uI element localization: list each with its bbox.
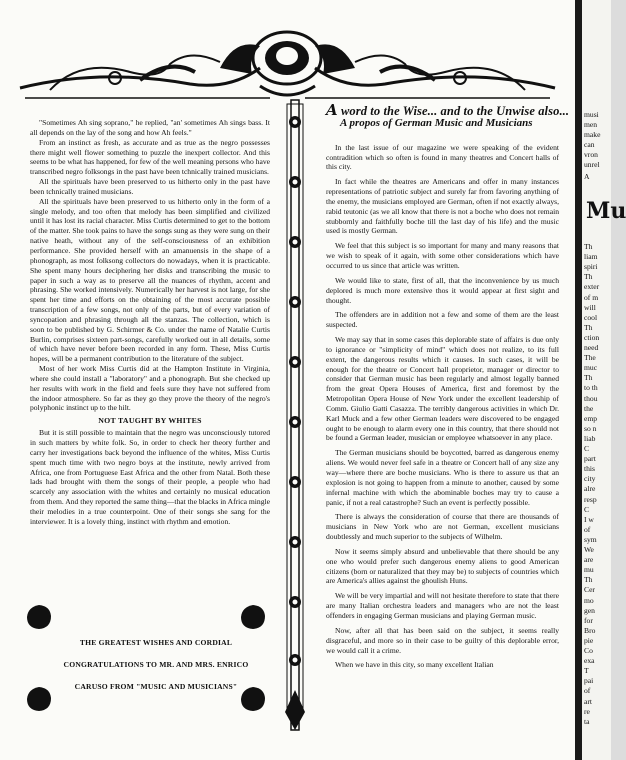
text-fragment: can bbox=[584, 140, 595, 149]
left-article-column bbox=[30, 118, 270, 527]
text-fragment: part bbox=[584, 454, 596, 464]
text-fragment: pie bbox=[584, 635, 594, 645]
text-fragment: pai bbox=[584, 676, 594, 686]
paragraph: We feel that this subject is so important for many and many reasons that we wish to speak of it again, with some other considerations which have occurred to us since that article was written. bbox=[326, 241, 559, 270]
text-fragment: exter bbox=[584, 282, 600, 292]
text-fragment: liab bbox=[584, 433, 596, 443]
text-fragment: exa bbox=[584, 656, 595, 666]
paragraph: Now it seems simply absurd and unbelievable that there should be any one who would prefer such dangerous enemy aliens to good American citizens (born or naturalized that they may be) to subjects of countries which are America's allies against the ghoulish Huns. bbox=[326, 546, 559, 586]
text-fragment: liam bbox=[584, 252, 598, 262]
text-fragment: spiri bbox=[584, 262, 598, 272]
text-fragment: Th bbox=[584, 242, 593, 251]
text-fragment: C bbox=[584, 504, 590, 514]
text-fragment: Co bbox=[584, 646, 593, 655]
paragraph: There is always the consideration of course that there are thousands of musicians in New York who are not German, excellent musicians doubtlessly and much superior to the subjects of Wilhelm. bbox=[326, 512, 559, 542]
text-fragment: gen bbox=[584, 605, 595, 615]
text-fragment: of bbox=[584, 686, 591, 696]
headline-fragment: Mu bbox=[586, 198, 626, 224]
paragraph: All the spirituals have been preserved to us hitherto only in the past have been tchnically trained musicians. bbox=[30, 177, 270, 196]
text-fragment: C bbox=[584, 444, 590, 453]
text-fragment: will bbox=[584, 302, 596, 312]
center-ornamental-rule bbox=[278, 100, 312, 730]
text-fragment: to th bbox=[584, 383, 598, 393]
text-fragment: Th bbox=[584, 373, 593, 383]
ink-flourish-icon bbox=[240, 604, 266, 630]
text-fragment: resp bbox=[584, 494, 597, 504]
text-fragment: Th bbox=[584, 575, 593, 585]
text-fragment: re bbox=[584, 706, 590, 716]
text-fragment: city bbox=[584, 474, 596, 484]
paragraph: The German musicians should be boycotted, barred as dangerous enemy aliens. We would never feel safe in a theatre or Concert hall of any size any way—where there are boche musicians. Who is there to assure us that an explosion is not going to happen from a minute to another, caused by some infernal machine with which the abominable boches may try to cause a panic, if not a real catastrophe? Such an event is perfectly possible. bbox=[326, 448, 559, 507]
text-fragment: men bbox=[584, 120, 598, 129]
text-fragment: T bbox=[584, 666, 589, 676]
text-fragment: sym bbox=[584, 534, 597, 544]
congrats-line: CONGRATULATIONS TO MR. AND MRS. ENRICO bbox=[63, 660, 249, 669]
paragraph: Now, after all that has been said on the subject, it seems really disgraceful, and more so in their case to be guilty of this deplorable error, we would call it a crime. bbox=[326, 625, 559, 655]
congratulations-box bbox=[26, 600, 266, 720]
right-article-column bbox=[326, 101, 570, 670]
header-ornament bbox=[20, 28, 555, 104]
ink-flourish-icon bbox=[26, 686, 52, 712]
text-fragment: vron bbox=[584, 150, 598, 159]
paragraph: "Sometimes Ah sing soprano," he replied, "an' sometimes Ah sings bass. It all depends on the lay of the song and how Ah feels." bbox=[30, 118, 270, 137]
text-fragment: of m bbox=[584, 292, 599, 302]
text-fragment: for bbox=[584, 615, 593, 625]
text-fragment: thou bbox=[584, 393, 598, 403]
congrats-line: THE GREATEST WISHES AND CORDIAL bbox=[79, 638, 233, 647]
text-fragment: mo bbox=[584, 595, 594, 605]
paragraph: In the last issue of our magazine we were speaking of the evident contradition which so often is found in many theatres and Concert halls of this city. bbox=[326, 142, 559, 172]
text-fragment: We bbox=[584, 545, 594, 554]
text-fragment: mu bbox=[584, 565, 594, 575]
text-fragment: of bbox=[584, 524, 591, 534]
paragraph: Most of her work Miss Curtis did at the Hampton Institute in Virginia, where she could install a "laboratory" and a phonograph. But she checked up her results with work in the field and feels sure they have not suffered from the indoor atmosphere. So far as they go they prove the theory of the negro's polyphonic instinct up to the hilt. bbox=[30, 364, 270, 413]
article-title: A word to the Wise... and to the Unwise also... bbox=[326, 101, 570, 119]
text-fragment: are bbox=[584, 555, 594, 565]
text-fragment: make bbox=[584, 130, 601, 139]
paragraph: When we have in this city, so many excellent Italian bbox=[335, 660, 494, 670]
paragraph: We would like to state, first of all, that the inconvenience by us much deplored is much more extensive thos it would appear at first sight and thought. bbox=[326, 275, 559, 305]
paragraph: The offenders are in addition not a few and some of them are the least suspected. bbox=[326, 310, 559, 330]
text-fragment: muc bbox=[584, 363, 598, 373]
paragraph: We may say that in some cases this deplorable state of affairs is due only to ignorance or "simplicity of mind" which does not realize, to its full extent, the dangerous results which it causes. In such cases, it will be enough for the theatre or Concert hall proprietor, manager or director to consider that German music has been regularly and almost legally banned from the great Opera Houses of America, first and foremost by the Metropolitan Opera House of New York under the excellent leadership of Comm. Giulio Gatti Casazza. The terribly dangerous activities in which Dr. Karl Muck and a few other German leaders were discovered to be engaged ought to be enough to alarm every one in this country, that there should not be found a German leader, musician or employee whatsoever in any place. bbox=[326, 335, 559, 443]
paragraph: In fact while the theatres are Americans and offer in many instances representations of patriotic subject and surely far from favoring anything of the enemy, the musicians employed are German, often if not exactly always, rabid teutonic (as we all know that there is not a boche who does not remain stubbornly and faithfully boche till the last day of his life) and the music used is mostly German. bbox=[326, 177, 559, 236]
text-fragment: cool bbox=[584, 312, 598, 322]
text-fragment: musi bbox=[584, 110, 599, 119]
adjacent-page-edge bbox=[582, 0, 626, 760]
paragraph: But it is still possible to maintain that the negro was unconsciously tutored in such matters by white folk. So, in order to check her theory further and carry her investigations back beyond the influence of the whites, Miss Curtis spent much time with two negro boys at the institute, newly arrived from Africa, one from Portuguese East Africa and the other from Natal. Both these lads had brought with them the songs of their people, a people who had scarcely any association with the whites and certainly no musical education from them. And they reported the same thing—that the blacks in Africa mingle their melodies in a true counterpoint. One of their songs she sang for the interviewer. It is a lovely thing, instinct with rhythm and emotion. bbox=[30, 428, 270, 526]
text-fragment: need bbox=[584, 343, 599, 352]
text-fragment: Th bbox=[584, 322, 593, 332]
text-fragment: A bbox=[584, 172, 590, 181]
text-fragment: Bro bbox=[584, 625, 596, 635]
text-fragment: emp bbox=[584, 413, 598, 423]
text-fragment: ction bbox=[584, 332, 600, 342]
page-gutter bbox=[575, 0, 582, 760]
text-fragment: alre bbox=[584, 484, 596, 494]
text-fragment: so n bbox=[584, 423, 597, 433]
text-fragment: art bbox=[584, 696, 593, 706]
section-subheading: NOT TAUGHT BY WHITES bbox=[98, 416, 202, 426]
paragraph: We will be very impartial and will not hesitate therefore to state that there are many Italian orchestra leaders and managers who are not the least offenders in engaging German musicians and playing German music. bbox=[326, 591, 559, 620]
article-subtitle: A propos of German Music and Musicians bbox=[340, 116, 533, 129]
text-fragment: The bbox=[584, 353, 596, 363]
congrats-line: CARUSO FROM "MUSIC AND MUSICIANS" bbox=[74, 682, 238, 691]
text-fragment: Th bbox=[584, 272, 593, 282]
text-fragment: unrel bbox=[584, 160, 600, 169]
ink-flourish-icon bbox=[26, 604, 52, 630]
text-fragment: Cer bbox=[584, 585, 595, 595]
text-fragment: the bbox=[584, 403, 594, 413]
paragraph: From an instinct as fresh, as accurate and as true as the negro possesses there might well flower something to puzzle the inexpert collector. And this seems to be what has happened, for few of the well meaning persons who have transcribed negro folksongs in the past have been tchnically trained musicians. bbox=[30, 137, 270, 177]
text-fragment: I w bbox=[584, 514, 594, 524]
text-fragment: ta bbox=[584, 716, 590, 726]
text-fragment: this bbox=[584, 464, 595, 474]
paragraph: All the spirituals have been preserved to us hitherto only in the form of a single melody, and too often that melody has been simplified and civilized until it has lost its racial character. Miss Curtis determined to get to the bottom of the matter. She took pains to have the songs sung as they were sung on their native heath, without any of the self-consciousness of an exhibition performance. She provided herself with an amanuensis in the shape of a phonograph, as most folksong collectors do nowadays, when it is practicable. She spent many hours deciphering her disks and transcribing the music to paper in such a way as to preserve all the nuances of rhythm, accent and phrasing. She worked intensively. Numerically her harvest is not large, for she spent her time and efforts on the obtaining of the most accurate possible transcription of a few songs, not only of the parts, but of every variation of syncopation and phrasing through all the stanzas. The collection, which is soon to be published by G. Schirmer & Co. under the name of Natalie Curtis Burlin, comprises sixteen part-songs, carefully worked out in all details, some of which have never before been recorded in any form. These, Miss Curtis hopes, will be a permanent contribution to the literature of the subject. bbox=[30, 196, 270, 364]
